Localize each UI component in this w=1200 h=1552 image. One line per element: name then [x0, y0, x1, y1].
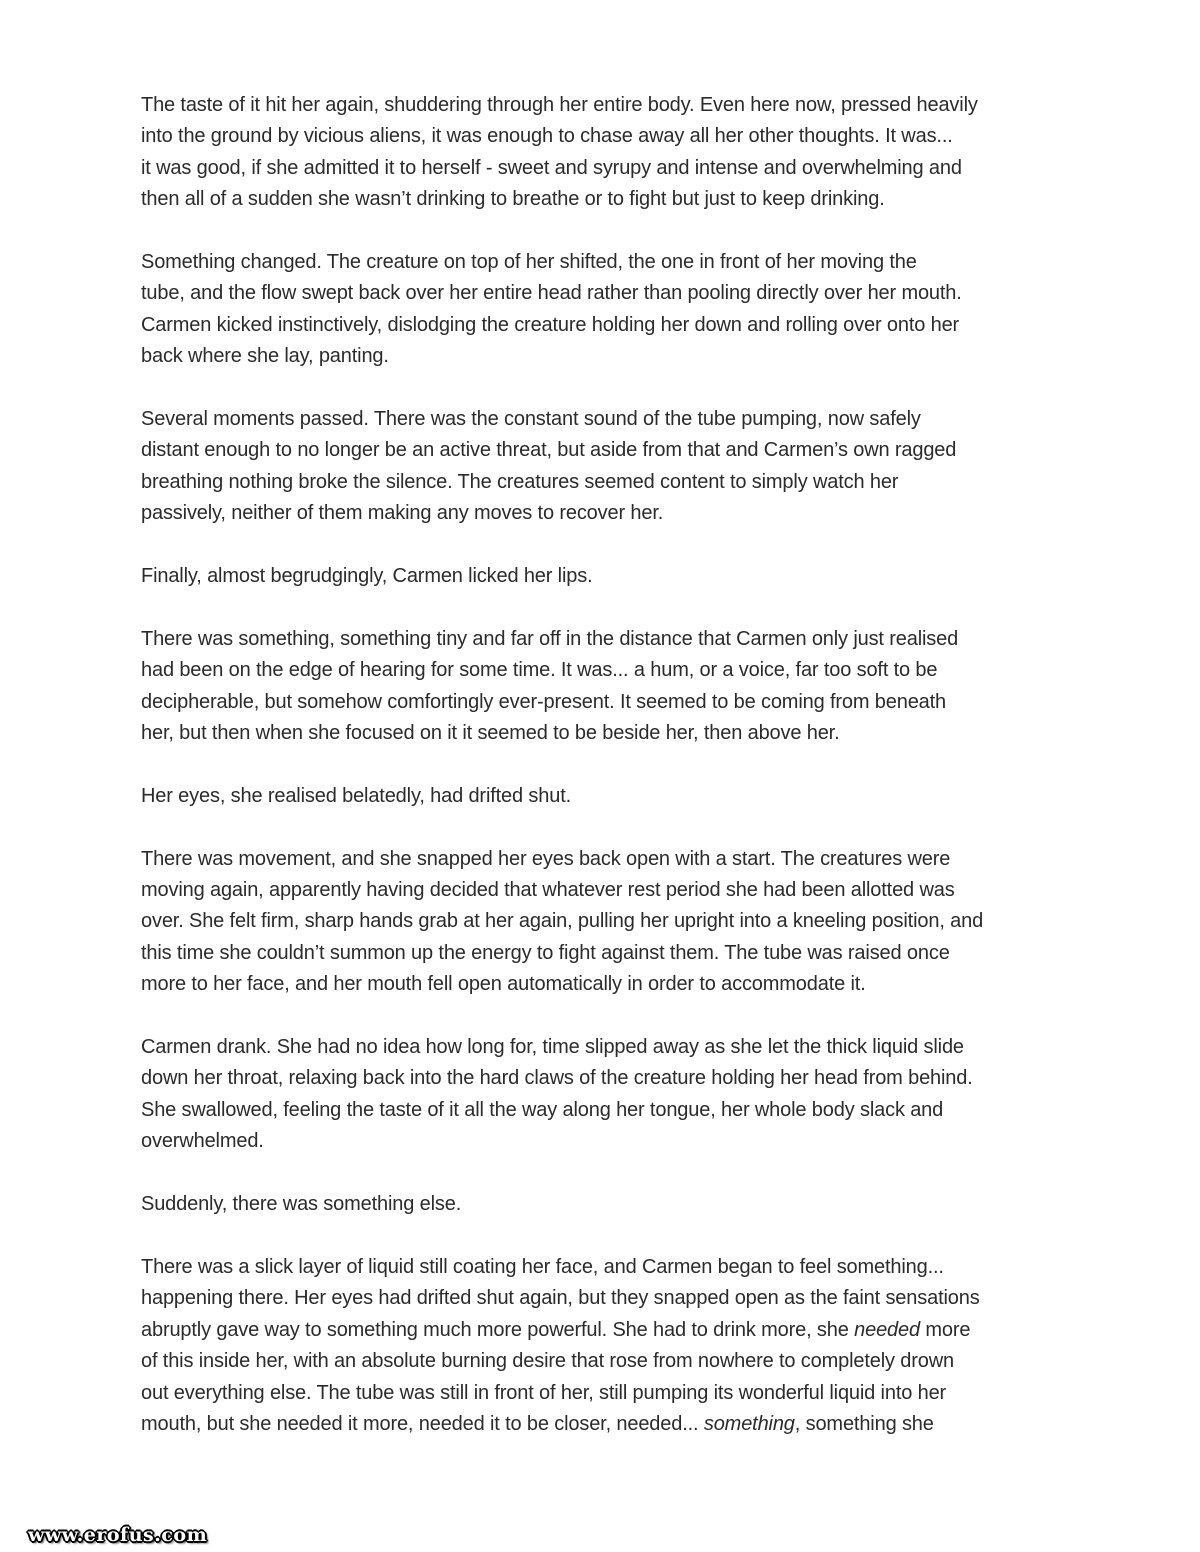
text-line: Carmen drank. She had no idea how long for, time slipped away as she let the thick liquid slide: [141, 1036, 964, 1059]
text-line: down her throat, relaxing back into the hard claws of the creature holding her head from behind.: [141, 1067, 973, 1090]
document-page: [141, 90, 1061, 1472]
paragraph-1: [141, 90, 1061, 216]
text-line: her, but then when she focused on it it seemed to be beside her, then above her.: [141, 722, 840, 745]
text-line: Her eyes, she realised belatedly, had drifted shut.: [141, 784, 572, 807]
text-run: mouth, but she needed it more, needed it to be closer, needed...: [141, 1412, 704, 1435]
paragraph-9: [141, 1189, 1061, 1220]
text-line: had been on the edge of hearing for some time. It was... a hum, or a voice, far too soft to be: [141, 659, 938, 682]
text-line: more to her face, and her mouth fell open automatically in order to accommodate it.: [141, 973, 866, 996]
text-line: The taste of it hit her again, shuddering through her entire body. Even here now, pressed heavily: [141, 94, 978, 116]
text-line-rich: [141, 1315, 1061, 1346]
text-line: moving again, apparently having decided that whatever rest period she had been allotted was: [141, 879, 955, 902]
paragraph-6: [141, 781, 1061, 812]
site-watermark: www.erofus.com: [28, 1524, 208, 1546]
text-run: , something she: [794, 1412, 934, 1435]
paragraph-7: [141, 844, 1061, 1001]
text-line: There was movement, and she snapped her eyes back open with a start. The creatures were: [141, 847, 951, 870]
paragraph-3: [141, 404, 1061, 530]
text-line: happening there. Her eyes had drifted shut again, but they snapped open as the faint sensations: [141, 1287, 980, 1310]
text-line: distant enough to no longer be an active threat, but aside from that and Carmen’s own ragged: [141, 439, 957, 462]
text-line: Finally, almost begrudgingly, Carmen licked her lips.: [141, 565, 593, 588]
text-line-rich: [141, 1409, 1061, 1440]
text-line: decipherable, but somehow comfortingly ever-present. It seemed to be coming from beneath: [141, 690, 947, 713]
text-line: passively, neither of them making any moves to recover her.: [141, 502, 664, 525]
text-line: back where she lay, panting.: [141, 345, 389, 368]
paragraph-2: [141, 247, 1061, 373]
text-line: Something changed. The creature on top of her shifted, the one in front of her moving the: [141, 251, 917, 274]
paragraph-10: [141, 1252, 1061, 1440]
text-line: There was something, something tiny and far off in the distance that Carmen only just realised: [141, 627, 959, 650]
emphasis-text: needed: [854, 1318, 920, 1341]
text-line: Several moments passed. There was the constant sound of the tube pumping, now safely: [141, 408, 921, 431]
text-line: out everything else. The tube was still in front of her, still pumping its wonderful liquid into her: [141, 1381, 947, 1404]
text-line: then all of a sudden she wasn’t drinking to breathe or to fight but just to keep drinking.: [141, 188, 885, 211]
paragraph-5: [141, 624, 1061, 750]
text-line: tube, and the flow swept back over her entire head rather than pooling directly over her mouth.: [141, 282, 962, 305]
text-line: Suddenly, there was something else.: [141, 1193, 462, 1216]
text-line: Carmen kicked instinctively, dislodging the creature holding her down and rolling over onto her: [141, 313, 960, 336]
text-line: it was good, if she admitted it to herself - sweet and syrupy and intense and overwhelming and: [141, 156, 962, 179]
paragraph-8: [141, 1032, 1061, 1158]
text-line: of this inside her, with an absolute burning desire that rose from nowhere to completely drown: [141, 1350, 955, 1373]
text-line: There was a slick layer of liquid still coating her face, and Carmen began to feel something...: [141, 1255, 944, 1278]
text-line: overwhelmed.: [141, 1130, 264, 1153]
text-run: more: [919, 1318, 971, 1341]
paragraph-4: [141, 561, 1061, 592]
text-line: over. She felt firm, sharp hands grab at her again, pulling her upright into a kneeling position, and: [141, 910, 984, 933]
text-line: She swallowed, feeling the taste of it all the way along her tongue, her whole body slack and: [141, 1098, 944, 1121]
emphasis-text: something: [703, 1412, 795, 1435]
text-line: into the ground by vicious aliens, it was enough to chase away all her other thoughts. It was...: [141, 125, 953, 148]
text-line: breathing nothing broke the silence. The creatures seemed content to simply watch her: [141, 470, 899, 493]
text-run: abruptly gave way to something much more powerful. She had to drink more, she: [141, 1318, 855, 1341]
text-line: this time she couldn’t summon up the energy to fight against them. The tube was raised once: [141, 941, 950, 964]
